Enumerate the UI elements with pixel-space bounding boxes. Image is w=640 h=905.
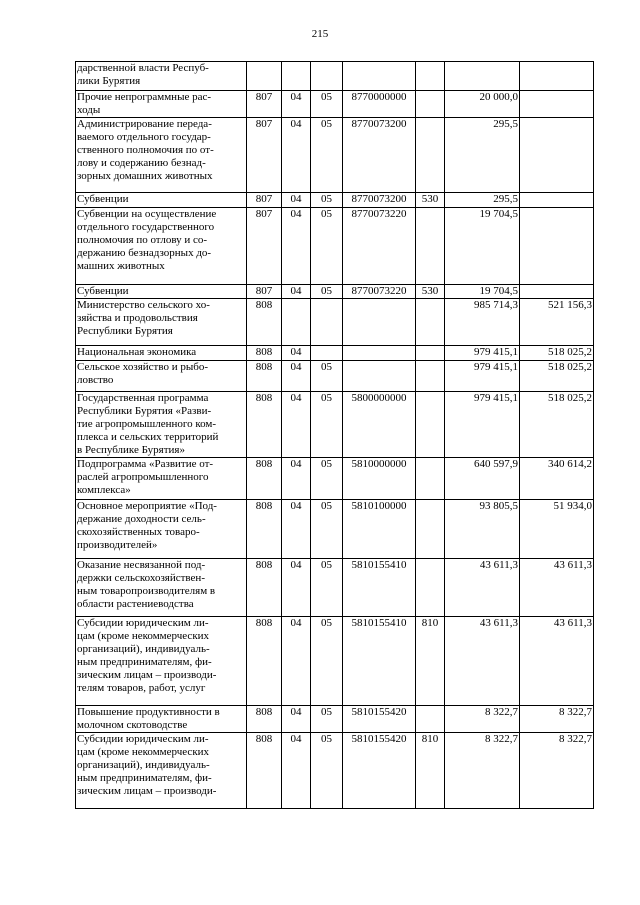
target-code-cell: 5810155410	[343, 559, 416, 617]
item-name-line: ловство	[77, 374, 114, 386]
target-code-cell: 5800000000	[343, 392, 416, 458]
expense-type-cell	[416, 91, 445, 118]
item-name-cell	[76, 299, 247, 346]
amount-year1-cell: 20 000,0	[445, 91, 520, 118]
amount-year2-cell: 518 025,2	[520, 361, 594, 392]
table-row	[76, 118, 594, 193]
expense-type-cell: 810	[416, 733, 445, 809]
subsection-code-cell: 05	[311, 193, 343, 208]
expense-type-cell	[416, 299, 445, 346]
target-code-cell	[343, 299, 416, 346]
table-row	[76, 346, 594, 361]
subsection-code-cell: 05	[311, 91, 343, 118]
subsection-code-cell	[311, 299, 343, 346]
item-name-line: цам (кроме некоммерческих	[77, 630, 210, 642]
item-name-line: Субвенции	[77, 285, 129, 297]
expense-type-cell: 810	[416, 617, 445, 706]
expense-type-cell	[416, 118, 445, 193]
table-row	[76, 208, 594, 285]
item-name-line: отдельного государственного	[77, 221, 215, 233]
item-name-line: Государственная программа	[77, 392, 209, 404]
subsection-code-cell	[311, 62, 343, 91]
amount-year1-cell: 8 322,7	[445, 733, 520, 809]
amount-year2-cell	[520, 193, 594, 208]
table-row	[76, 62, 594, 91]
expense-type-cell	[416, 392, 445, 458]
table-row	[76, 361, 594, 392]
item-name-cell	[76, 91, 247, 118]
budget-table	[75, 61, 594, 809]
item-name-cell	[76, 392, 247, 458]
item-name-line: Национальная экономика	[77, 346, 197, 358]
item-name-cell	[76, 208, 247, 285]
amount-year2-cell: 521 156,3	[520, 299, 594, 346]
table-row	[76, 706, 594, 733]
amount-year1-cell: 19 704,5	[445, 208, 520, 285]
subsection-code-cell: 05	[311, 617, 343, 706]
item-name-line: ственного полномочия по от-	[77, 144, 214, 156]
amount-year2-cell	[520, 118, 594, 193]
amount-year2-cell: 518 025,2	[520, 392, 594, 458]
target-code-cell: 8770073200	[343, 193, 416, 208]
page-number: 215	[311, 28, 329, 40]
ministry-code-cell: 808	[247, 361, 282, 392]
item-name-line: ным товаропроизводителям в	[77, 585, 216, 597]
table-row	[76, 559, 594, 617]
item-name-line: дарственной власти Респуб-	[77, 62, 209, 74]
subsection-code-cell: 05	[311, 392, 343, 458]
section-code-cell: 04	[282, 733, 311, 809]
item-name-line: производителей»	[77, 539, 158, 551]
item-name-line: Подпрограмма «Развитие от-	[77, 458, 214, 470]
item-name-cell	[76, 62, 247, 91]
subsection-code-cell: 05	[311, 361, 343, 392]
table-row	[76, 500, 594, 559]
target-code-cell: 8770073200	[343, 118, 416, 193]
item-name-line: Сельское хозяйство и рыбо-	[77, 361, 209, 373]
subsection-code-cell: 05	[311, 458, 343, 500]
amount-year1-cell: 979 415,1	[445, 346, 520, 361]
amount-year2-cell: 518 025,2	[520, 346, 594, 361]
ministry-code-cell: 808	[247, 392, 282, 458]
subsection-code-cell: 05	[311, 118, 343, 193]
table-row	[76, 617, 594, 706]
amount-year1-cell	[445, 62, 520, 91]
item-name-line: цам (кроме некоммерческих	[77, 746, 210, 758]
item-name-line: лову и содержанию безнад-	[77, 157, 206, 169]
section-code-cell: 04	[282, 361, 311, 392]
item-name-line: ным предпринимателям, фи-	[77, 772, 212, 784]
amount-year1-cell: 640 597,9	[445, 458, 520, 500]
amount-year2-cell: 51 934,0	[520, 500, 594, 559]
section-code-cell	[282, 62, 311, 91]
ministry-code-cell: 808	[247, 299, 282, 346]
amount-year2-cell	[520, 285, 594, 299]
amount-year2-cell: 8 322,7	[520, 733, 594, 809]
item-name-line: Субсидии юридическим ли-	[77, 733, 209, 745]
item-name-line: комплекса»	[77, 484, 131, 496]
expense-type-cell: 530	[416, 193, 445, 208]
expense-type-cell: 530	[416, 285, 445, 299]
item-name-line: молочном скотоводстве	[77, 719, 188, 731]
item-name-line: ным предпринимателям, фи-	[77, 656, 212, 668]
expense-type-cell	[416, 500, 445, 559]
item-name-line: лики Бурятия	[77, 75, 141, 87]
item-name-line: Основное мероприятие «Под-	[77, 500, 217, 512]
item-name-line: держки сельскохозяйствен-	[77, 572, 205, 584]
item-name-cell	[76, 500, 247, 559]
amount-year1-cell: 979 415,1	[445, 361, 520, 392]
section-code-cell: 04	[282, 458, 311, 500]
ministry-code-cell: 808	[247, 346, 282, 361]
ministry-code-cell: 807	[247, 118, 282, 193]
item-name-line: Субвенции на осуществление	[77, 208, 217, 220]
item-name-line: Министерство сельского хо-	[77, 299, 210, 311]
item-name-cell	[76, 733, 247, 809]
section-code-cell: 04	[282, 193, 311, 208]
amount-year1-cell: 979 415,1	[445, 392, 520, 458]
table-row	[76, 91, 594, 118]
subsection-code-cell: 05	[311, 500, 343, 559]
subsection-code-cell: 05	[311, 706, 343, 733]
section-code-cell: 04	[282, 285, 311, 299]
amount-year2-cell: 340 614,2	[520, 458, 594, 500]
target-code-cell: 8770000000	[343, 91, 416, 118]
item-name-line: ходы	[77, 104, 101, 116]
item-name-line: полномочия по отлову и со-	[77, 234, 208, 246]
ministry-code-cell: 808	[247, 559, 282, 617]
item-name-line: тие агропромышленного ком-	[77, 418, 217, 430]
item-name-line: Субсидии юридическим ли-	[77, 617, 209, 629]
item-name-line: организаций), индивидуаль-	[77, 643, 210, 655]
target-code-cell	[343, 346, 416, 361]
ministry-code-cell: 807	[247, 285, 282, 299]
table-row	[76, 285, 594, 299]
item-name-line: Оказание несвязанной под-	[77, 559, 206, 571]
target-code-cell: 5810000000	[343, 458, 416, 500]
target-code-cell: 5810155420	[343, 733, 416, 809]
section-code-cell: 04	[282, 617, 311, 706]
amount-year1-cell: 8 322,7	[445, 706, 520, 733]
subsection-code-cell: 05	[311, 285, 343, 299]
subsection-code-cell: 05	[311, 733, 343, 809]
ministry-code-cell: 807	[247, 208, 282, 285]
target-code-cell	[343, 62, 416, 91]
item-name-line: в Республике Бурятия»	[77, 444, 185, 456]
item-name-line: зорных домашних животных	[77, 170, 213, 182]
item-name-line: Субвенции	[77, 193, 129, 205]
target-code-cell: 5810155410	[343, 617, 416, 706]
target-code-cell: 5810155420	[343, 706, 416, 733]
amount-year1-cell: 19 704,5	[445, 285, 520, 299]
ministry-code-cell: 807	[247, 193, 282, 208]
section-code-cell: 04	[282, 392, 311, 458]
table-row	[76, 458, 594, 500]
expense-type-cell	[416, 559, 445, 617]
table-row	[76, 299, 594, 346]
amount-year1-cell: 295,5	[445, 193, 520, 208]
budget-table-body	[76, 62, 594, 809]
table-row	[76, 733, 594, 809]
item-name-line: раслей агропромышленного	[77, 471, 209, 483]
subsection-code-cell: 05	[311, 208, 343, 285]
expense-type-cell	[416, 208, 445, 285]
target-code-cell: 8770073220	[343, 285, 416, 299]
section-code-cell: 04	[282, 346, 311, 361]
item-name-cell	[76, 118, 247, 193]
subsection-code-cell	[311, 346, 343, 361]
item-name-line: держание доходности сель-	[77, 513, 206, 525]
section-code-cell: 04	[282, 559, 311, 617]
section-code-cell: 04	[282, 208, 311, 285]
item-name-line: держанию безнадзорных до-	[77, 247, 212, 259]
item-name-cell	[76, 361, 247, 392]
section-code-cell	[282, 299, 311, 346]
table-row	[76, 193, 594, 208]
amount-year1-cell: 93 805,5	[445, 500, 520, 559]
table-row	[76, 392, 594, 458]
expense-type-cell	[416, 62, 445, 91]
item-name-line: Республики Бурятия «Разви-	[77, 405, 212, 417]
expense-type-cell	[416, 706, 445, 733]
item-name-cell	[76, 458, 247, 500]
ministry-code-cell: 807	[247, 91, 282, 118]
amount-year2-cell	[520, 91, 594, 118]
section-code-cell: 04	[282, 91, 311, 118]
ministry-code-cell: 808	[247, 458, 282, 500]
amount-year2-cell: 8 322,7	[520, 706, 594, 733]
amount-year2-cell	[520, 62, 594, 91]
item-name-cell	[76, 706, 247, 733]
item-name-line: Повышение продуктивности в	[77, 706, 220, 718]
target-code-cell: 8770073220	[343, 208, 416, 285]
ministry-code-cell: 808	[247, 733, 282, 809]
section-code-cell: 04	[282, 706, 311, 733]
amount-year2-cell: 43 611,3	[520, 559, 594, 617]
section-code-cell: 04	[282, 118, 311, 193]
item-name-line: Республики Бурятия	[77, 325, 173, 337]
item-name-line: телям товаров, работ, услуг	[77, 682, 206, 694]
item-name-line: организаций), индивидуаль-	[77, 759, 210, 771]
amount-year1-cell: 43 611,3	[445, 617, 520, 706]
amount-year1-cell: 295,5	[445, 118, 520, 193]
section-code-cell: 04	[282, 500, 311, 559]
amount-year1-cell: 43 611,3	[445, 559, 520, 617]
amount-year2-cell	[520, 208, 594, 285]
expense-type-cell	[416, 458, 445, 500]
amount-year1-cell: 985 714,3	[445, 299, 520, 346]
item-name-line: области растениеводства	[77, 598, 194, 610]
item-name-line: ваемого отдельного государ-	[77, 131, 211, 143]
ministry-code-cell: 808	[247, 500, 282, 559]
expense-type-cell	[416, 346, 445, 361]
item-name-line: плекса и сельских территорий	[77, 431, 219, 443]
item-name-cell	[76, 617, 247, 706]
item-name-cell	[76, 193, 247, 208]
item-name-line: зическим лицам – производи-	[77, 785, 217, 797]
target-code-cell: 5810100000	[343, 500, 416, 559]
expense-type-cell	[416, 361, 445, 392]
subsection-code-cell: 05	[311, 559, 343, 617]
item-name-line: зяйства и продовольствия	[77, 312, 198, 324]
item-name-line: Прочие непрограммные рас-	[77, 91, 212, 103]
item-name-line: скохозяйственных товаро-	[77, 526, 200, 538]
item-name-line: зическим лицам – производи-	[77, 669, 217, 681]
ministry-code-cell	[247, 62, 282, 91]
item-name-cell	[76, 285, 247, 299]
item-name-cell	[76, 346, 247, 361]
amount-year2-cell: 43 611,3	[520, 617, 594, 706]
item-name-cell	[76, 559, 247, 617]
item-name-line: Администрирование переда-	[77, 118, 212, 130]
item-name-line: машних животных	[77, 260, 165, 272]
ministry-code-cell: 808	[247, 706, 282, 733]
target-code-cell	[343, 361, 416, 392]
ministry-code-cell: 808	[247, 617, 282, 706]
